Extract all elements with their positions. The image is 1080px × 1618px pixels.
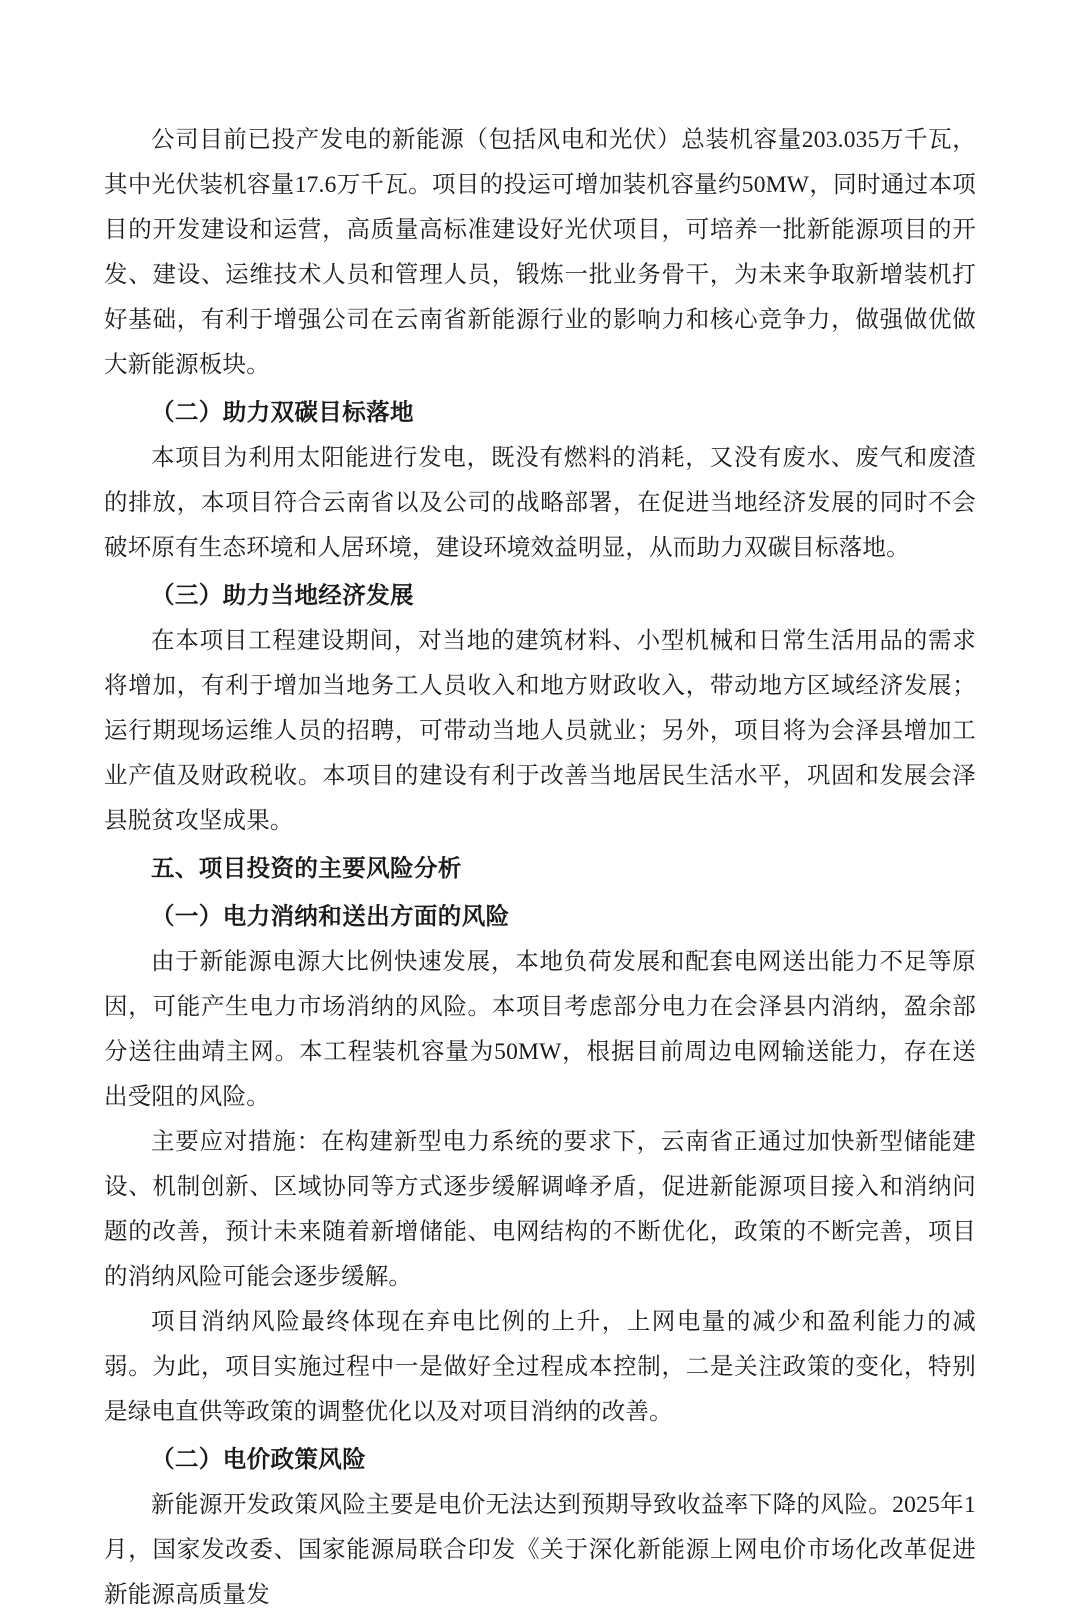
paragraph-curtailment: 项目消纳风险最终体现在弃电比例的上升，上网电量的减少和盈利能力的减弱。为此，项目实施过程中一是做好全过程成本控制，二是关注政策的变化，特别是绿电直供等政策的调整优化以及对项目消纳的改善。 [104,1309,976,1425]
heading-price-policy-risk: （二）电价政策风险 [151,1446,367,1472]
paragraph-local-economy: 在本项目工程建设期间，对当地的建筑材料、小型机械和日常生活用品的需求将增加，有利于增加当地务工人员收入和地方财政收入，带动地方区域经济发展；运行期现场运维人员的招聘，可带动当地人员就业；另外，项目将为会泽县增加工业产值及财政税收。本项目的建设有利于改善当地居民生活水平，巩固和发展会泽县脱贫攻坚成果。 [104,628,976,834]
paragraph-capacity: 公司目前已投产发电的新能源（包括风电和光伏）总装机容量203.035万千瓦，其中光伏装机容量17.6万千瓦。项目的投运可增加装机容量约50MW，同时通过本项目的开发建设和运营，高质量高标准建设好光伏项目，可培养一批新能源项目的开发、建设、运维技术人员和管理人员，锻炼一批业务骨干，为未来争取新增装机打好基础，有利于增强公司在云南省新能源行业的影响力和核心竞争力，做强做优做大新能源板块。 [104,127,976,378]
heading-risk-analysis: 五、项目投资的主要风险分析 [151,855,462,881]
heading-dual-carbon: （二）助力双碳目标落地 [151,399,414,425]
paragraph-dual-carbon: 本项目为利用太阳能进行发电，既没有燃料的消耗，又没有废水、废气和废渣的排放，本项目符合云南省以及公司的战略部署，在促进当地经济发展的同时不会破坏原有生态环境和人居环境，建设环境效益明显，从而助力双碳目标落地。 [104,445,976,561]
paragraph-countermeasures: 主要应对措施：在构建新型电力系统的要求下，云南省正通过加快新型储能建设、机制创新、区域协同等方式逐步缓解调峰矛盾，促进新能源项目接入和消纳问题的改善，预计未来随着新增储能、电网结构的不断优化，政策的不断完善，项目的消纳风险可能会逐步缓解。 [104,1129,976,1290]
heading-consumption-risk: （一）电力消纳和送出方面的风险 [151,903,510,929]
paragraph-price-policy-risk: 新能源开发政策风险主要是电价无法达到预期导致收益率下降的风险。2025年1月，国家发改委、国家能源局联合印发《关于深化新能源上网电价市场化改革促进新能源高质量发 [104,1492,976,1608]
document-body [104,118,976,1618]
paragraph-consumption-risk: 由于新能源电源大比例快速发展，本地负荷发展和配套电网送出能力不足等原因，可能产生电力市场消纳的风险。本项目考虑部分电力在会泽县内消纳，盈余部分送往曲靖主网。本工程装机容量为50MW，根据目前周边电网输送能力，存在送出受阻的风险。 [104,949,976,1110]
heading-local-economy: （三）助力当地经济发展 [151,582,414,608]
